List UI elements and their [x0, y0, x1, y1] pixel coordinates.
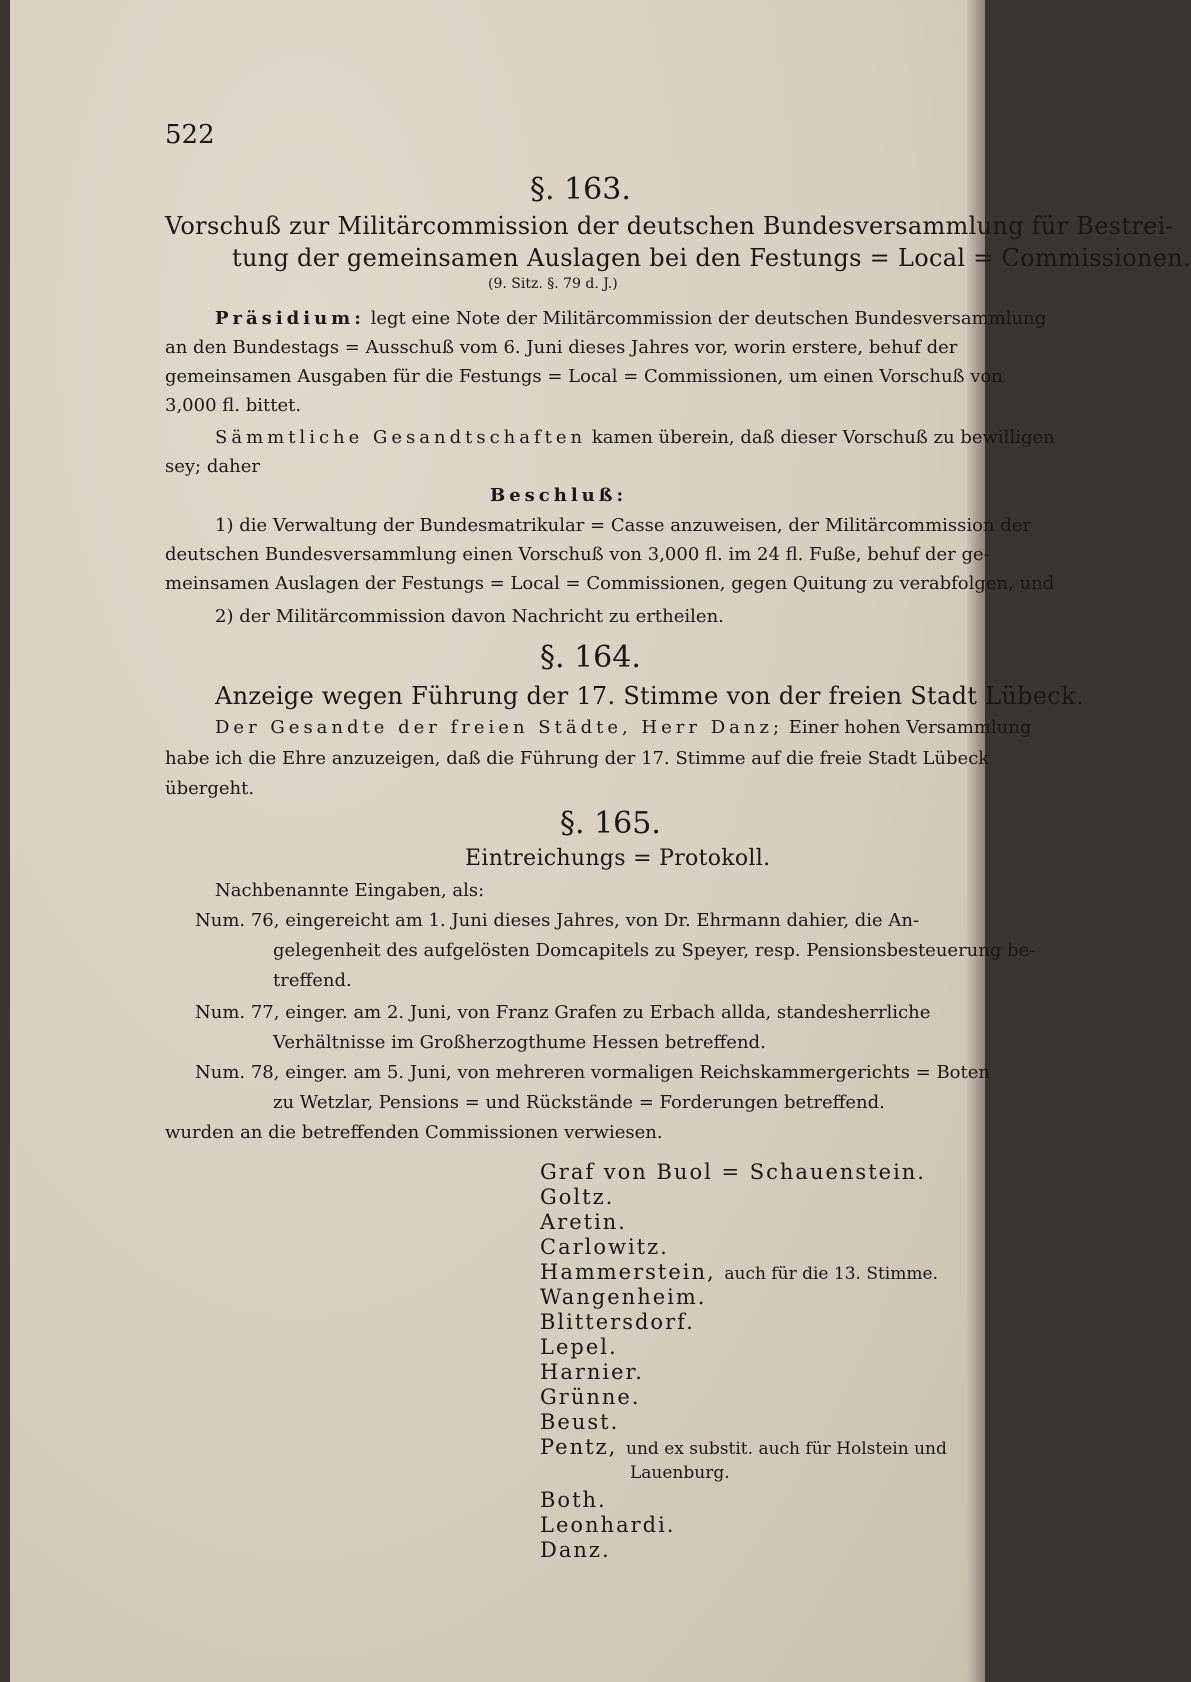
signatory-name: Goltz.	[540, 1185, 615, 1209]
paragraph-text: kamen überein, daß dieser Vorschuß zu bewilligen	[591, 427, 1055, 448]
resolution-line: meinsamen Auslagen der Festungs = Local = Commissionen, gegen Quitung zu verabfolgen, und	[165, 573, 1055, 594]
entry-line: treffend.	[273, 970, 352, 991]
signatory-name: Hammerstein,	[540, 1260, 716, 1284]
signatory-name: Lepel.	[540, 1335, 618, 1359]
signatory-name: Both.	[540, 1488, 607, 1512]
speaker-lead: Sämmtliche Gesandtschaften	[215, 427, 587, 448]
document-page	[10, 0, 1191, 1682]
paragraph-line	[215, 717, 1031, 738]
entry-line: Num. 77, einger. am 2. Juni, von Franz Grafen zu Erbach allda, standesherrliche	[195, 1002, 931, 1023]
paragraph-text: legt eine Note der Militärcommission der deutschen Bundesversammlung	[370, 308, 1047, 329]
signatory-name: Graf von Buol = Schauenstein.	[540, 1160, 926, 1184]
entries-intro: Nachbenannte Eingaben, als:	[215, 880, 485, 901]
signatory-note: auch für die 13. Stimme.	[724, 1264, 938, 1284]
section-163-heading-line2: tung der gemeinsamen Auslagen bei den Festungs = Local = Commissionen.	[232, 244, 1191, 272]
section-163-heading-line1: Vorschuß zur Militärcommission der deutschen Bundesversammlung für Bestrei-	[165, 212, 1174, 240]
page-number: 522	[165, 120, 215, 150]
section-164-number: §. 164.	[540, 640, 641, 675]
signatory-name: Carlowitz.	[540, 1235, 669, 1259]
signatory-name: Blittersdorf.	[540, 1310, 695, 1334]
paragraph-line: gemeinsamen Ausgaben für die Festungs = Local = Commissionen, um einen Vorschuß von	[165, 366, 1003, 387]
section-163-reference: (9. Sitz. §. 79 d. J.)	[488, 276, 618, 292]
entry-line: Verhältnisse im Großherzogthume Hessen betreffend.	[273, 1032, 766, 1053]
signatory-line	[540, 1260, 938, 1284]
signatory-name: Leonhardi.	[540, 1513, 676, 1537]
paragraph-line: übergeht.	[165, 778, 255, 799]
resolution-title: Beschluß:	[490, 485, 628, 506]
entry-line: Num. 78, einger. am 5. Juni, von mehreren vormaligen Reichskammergerichts = Boten	[195, 1062, 990, 1083]
resolution-line: 2) der Militärcommission davon Nachricht zu ertheilen.	[215, 606, 724, 627]
paragraph-line: habe ich die Ehre anzuzeigen, daß die Führung der 17. Stimme auf die freie Stadt Lübeck	[165, 748, 990, 769]
signatory-name: Wangenheim.	[540, 1285, 707, 1309]
speaker-lead: Präsidium:	[215, 308, 365, 329]
section-165-number: §. 165.	[560, 806, 661, 841]
resolution-line: 1) die Verwaltung der Bundesmatrikular = Casse anzuweisen, der Militärcommission der	[215, 515, 1032, 536]
paragraph-line	[215, 308, 1046, 329]
paragraph-line: an den Bundestags = Ausschuß vom 6. Juni dieses Jahres vor, worin erstere, behuf der	[165, 337, 958, 358]
entries-closing: wurden an die betreffenden Commissionen verwiesen.	[165, 1122, 663, 1143]
signatory-name: Danz.	[540, 1538, 611, 1562]
entry-line: gelegenheit des aufgelösten Domcapitels zu Speyer, resp. Pensionsbesteuerung be-	[273, 940, 1036, 961]
section-163-number: §. 163.	[530, 172, 631, 207]
signatory-note-continued: Lauenburg.	[630, 1463, 730, 1483]
paragraph-text: Einer hohen Versammlung	[788, 717, 1032, 738]
section-165-heading: Eintreichungs = Protokoll.	[465, 846, 771, 871]
signatory-name: Grünne.	[540, 1385, 641, 1409]
speaker-lead: Der Gesandte der freien Städte, Herr Danz;	[215, 717, 784, 738]
signatory-name: Aretin.	[540, 1210, 627, 1234]
paragraph-line: 3,000 fl. bittet.	[165, 395, 302, 416]
signatory-name: Pentz,	[540, 1435, 618, 1459]
signatory-line	[540, 1435, 947, 1459]
paragraph-line	[215, 427, 1055, 448]
signatory-name: Harnier.	[540, 1360, 644, 1384]
section-164-heading: Anzeige wegen Führung der 17. Stimme von der freien Stadt Lübeck.	[215, 682, 1084, 710]
paragraph-line: sey; daher	[165, 456, 260, 477]
signatory-name: Beust.	[540, 1410, 620, 1434]
entry-line: Num. 76, eingereicht am 1. Juni dieses Jahres, von Dr. Ehrmann dahier, die An-	[195, 910, 920, 931]
entry-line: zu Wetzlar, Pensions = und Rückstände = Forderungen betreffend.	[273, 1092, 885, 1113]
resolution-line: deutschen Bundesversammlung einen Vorschuß von 3,000 fl. im 24 fl. Fuße, behuf der ge-	[165, 544, 990, 565]
signatory-note: und ex substit. auch für Holstein und	[626, 1439, 947, 1459]
